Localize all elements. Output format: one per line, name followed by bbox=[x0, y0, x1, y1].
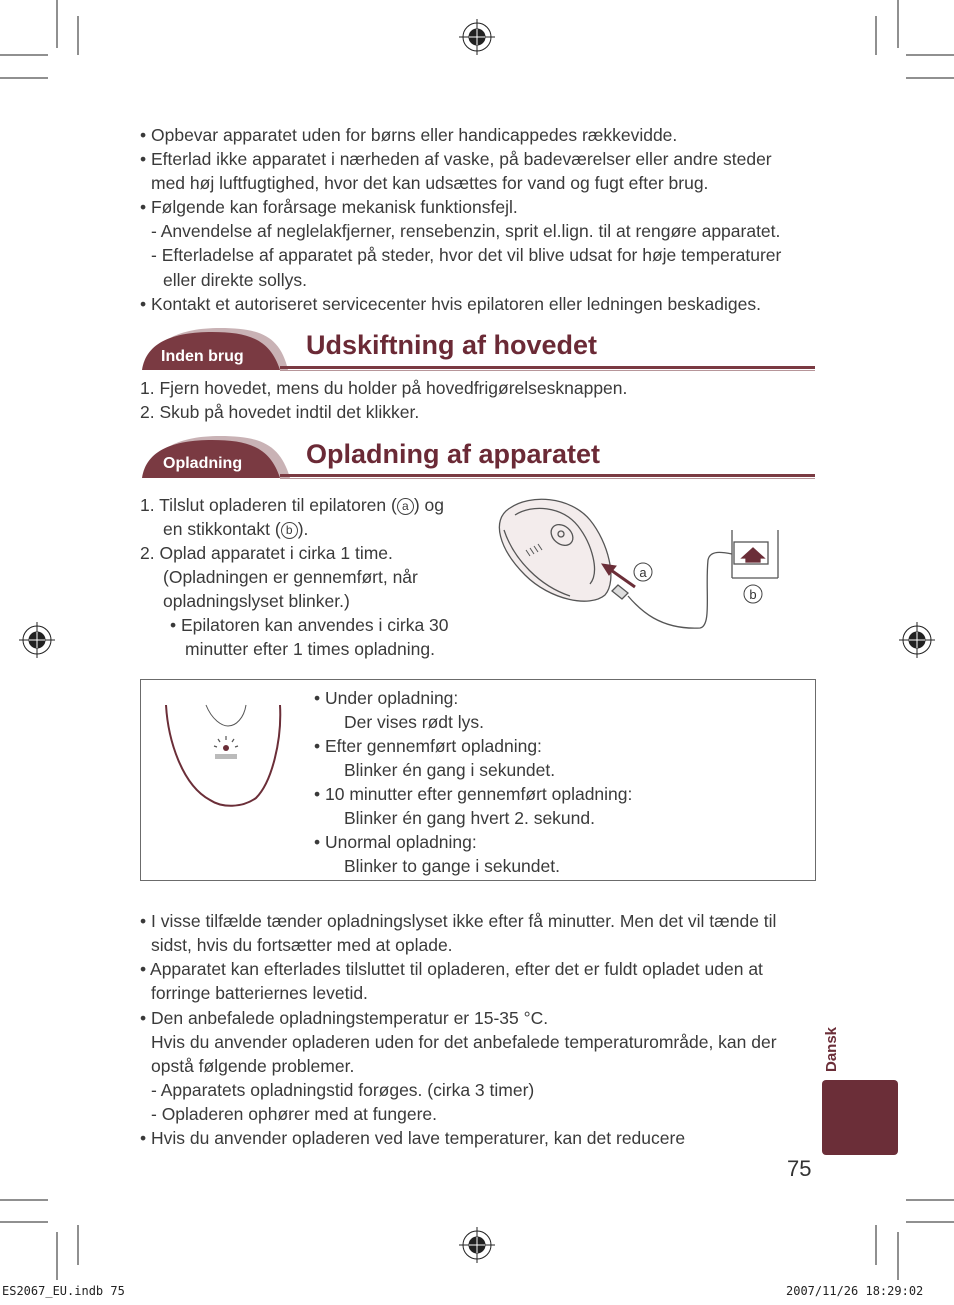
charging-illustration bbox=[490, 490, 790, 640]
callout-b-icon: b bbox=[281, 522, 298, 539]
language-label: Dansk bbox=[823, 1026, 840, 1072]
registration-mark-top bbox=[459, 19, 495, 55]
bullet-text: sidst, hvis du fortsætter med at oplade. bbox=[151, 935, 453, 955]
heading-rule bbox=[280, 366, 815, 369]
bullet-text: forringe batteriernes levetid. bbox=[151, 983, 368, 1003]
status-detail: Blinker én gang i sekundet. bbox=[344, 760, 556, 780]
bullet-text: med høj luftfugtighed, hvor det kan udsættes for vand og fugt efter brug. bbox=[151, 173, 709, 193]
language-tab bbox=[822, 1080, 898, 1155]
bullet-text: - Anvendelse af neglelakfjerner, rensebenzin, sprit el.lign. til at rengøre apparatet. bbox=[151, 221, 781, 241]
status-label: • Efter gennemført opladning: bbox=[314, 736, 542, 756]
status-detail: Blinker én gang hvert 2. sekund. bbox=[344, 808, 595, 828]
bullet-text: - Opladeren ophører med at fungere. bbox=[151, 1104, 437, 1124]
heading-rule bbox=[280, 474, 815, 477]
section-tab-label: Opladning bbox=[163, 455, 243, 472]
sub-bullet-text: minutter efter 1 times opladning. bbox=[185, 639, 435, 659]
bullet-text: • Opbevar apparatet uden for børns eller handicappedes rækkevidde. bbox=[140, 125, 678, 145]
bullet-text: - Efterladelse af apparatet på steder, hvor det vil blive udsat for høje temperaturer bbox=[151, 245, 782, 265]
section-title: Udskiftning af hovedet bbox=[306, 330, 598, 360]
status-detail: Der vises rødt lys. bbox=[344, 712, 485, 732]
footer-timestamp: 2007/11/26 18:29:02 bbox=[786, 1284, 924, 1298]
sub-bullet-text: • Epilatoren kan anvendes i cirka 30 bbox=[170, 615, 449, 635]
callout-a-icon: a bbox=[397, 498, 414, 515]
status-label: • 10 minutter efter gennemført opladning: bbox=[314, 784, 633, 804]
heading-rule-thin bbox=[280, 478, 815, 479]
registration-mark-bottom bbox=[459, 1227, 495, 1263]
page-number: 75 bbox=[787, 1156, 812, 1181]
registration-mark-left bbox=[19, 622, 55, 658]
bullet-text: • Kontakt et autoriseret servicecenter hvis epilatoren eller ledningen beskadiges. bbox=[140, 294, 761, 314]
status-detail: Blinker to gange i sekundet. bbox=[344, 856, 560, 876]
bullet-text: • I visse tilfælde tænder opladningslyset ikke efter få minutter. Men det vil tænde til bbox=[140, 911, 777, 931]
step-text: 1. Tilslut opladeren til epilatoren ( a ) og bbox=[140, 495, 444, 515]
step-text: opladningslyset blinker.) bbox=[163, 591, 350, 611]
section-tab-label: Inden brug bbox=[161, 348, 244, 365]
bullet-text: opstå følgende problemer. bbox=[151, 1056, 355, 1076]
charging-light-illustration bbox=[160, 700, 290, 815]
step-text: 2. Skub på hovedet indtil det klikker. bbox=[140, 402, 420, 422]
registration-mark-right bbox=[899, 622, 935, 658]
footer-file-info: ES2067_EU.indb 75 bbox=[2, 1284, 125, 1298]
step-text: 2. Oplad apparatet i cirka 1 time. bbox=[140, 543, 393, 563]
step-text: 1. Fjern hovedet, mens du holder på hovedfrigørelsesknappen. bbox=[140, 378, 628, 398]
callout-b-label: b bbox=[749, 587, 757, 602]
bullet-text: • Følgende kan forårsage mekanisk funktionsfejl. bbox=[140, 197, 518, 217]
section-title: Opladning af apparatet bbox=[306, 439, 601, 469]
callout-a-label: a bbox=[639, 565, 647, 580]
bullet-text: • Hvis du anvender opladeren ved lave temperaturer, kan det reducere bbox=[140, 1128, 686, 1148]
bullet-text: eller direkte sollys. bbox=[163, 270, 307, 290]
bullet-text: • Den anbefalede opladningstemperatur er 15-35 °C. bbox=[140, 1008, 549, 1028]
bullet-text: • Efterlad ikke apparatet i nærheden af vaske, på badeværelser eller andre steder bbox=[140, 149, 772, 169]
status-label: • Unormal opladning: bbox=[314, 832, 477, 852]
step-text: en stikkontakt ( b ). bbox=[163, 519, 309, 539]
bullet-text: Hvis du anvender opladeren uden for det anbefalede temperaturområde, kan der bbox=[151, 1032, 777, 1052]
bullet-text: • Apparatet kan efterlades tilsluttet til opladeren, efter det er fuldt opladet uden at bbox=[140, 959, 763, 979]
step-text: (Opladningen er gennemført, når bbox=[163, 567, 418, 587]
status-label: • Under opladning: bbox=[314, 688, 459, 708]
heading-rule-thin bbox=[280, 370, 815, 371]
bullet-text: - Apparatets opladningstid forøges. (cirka 3 timer) bbox=[151, 1080, 535, 1100]
